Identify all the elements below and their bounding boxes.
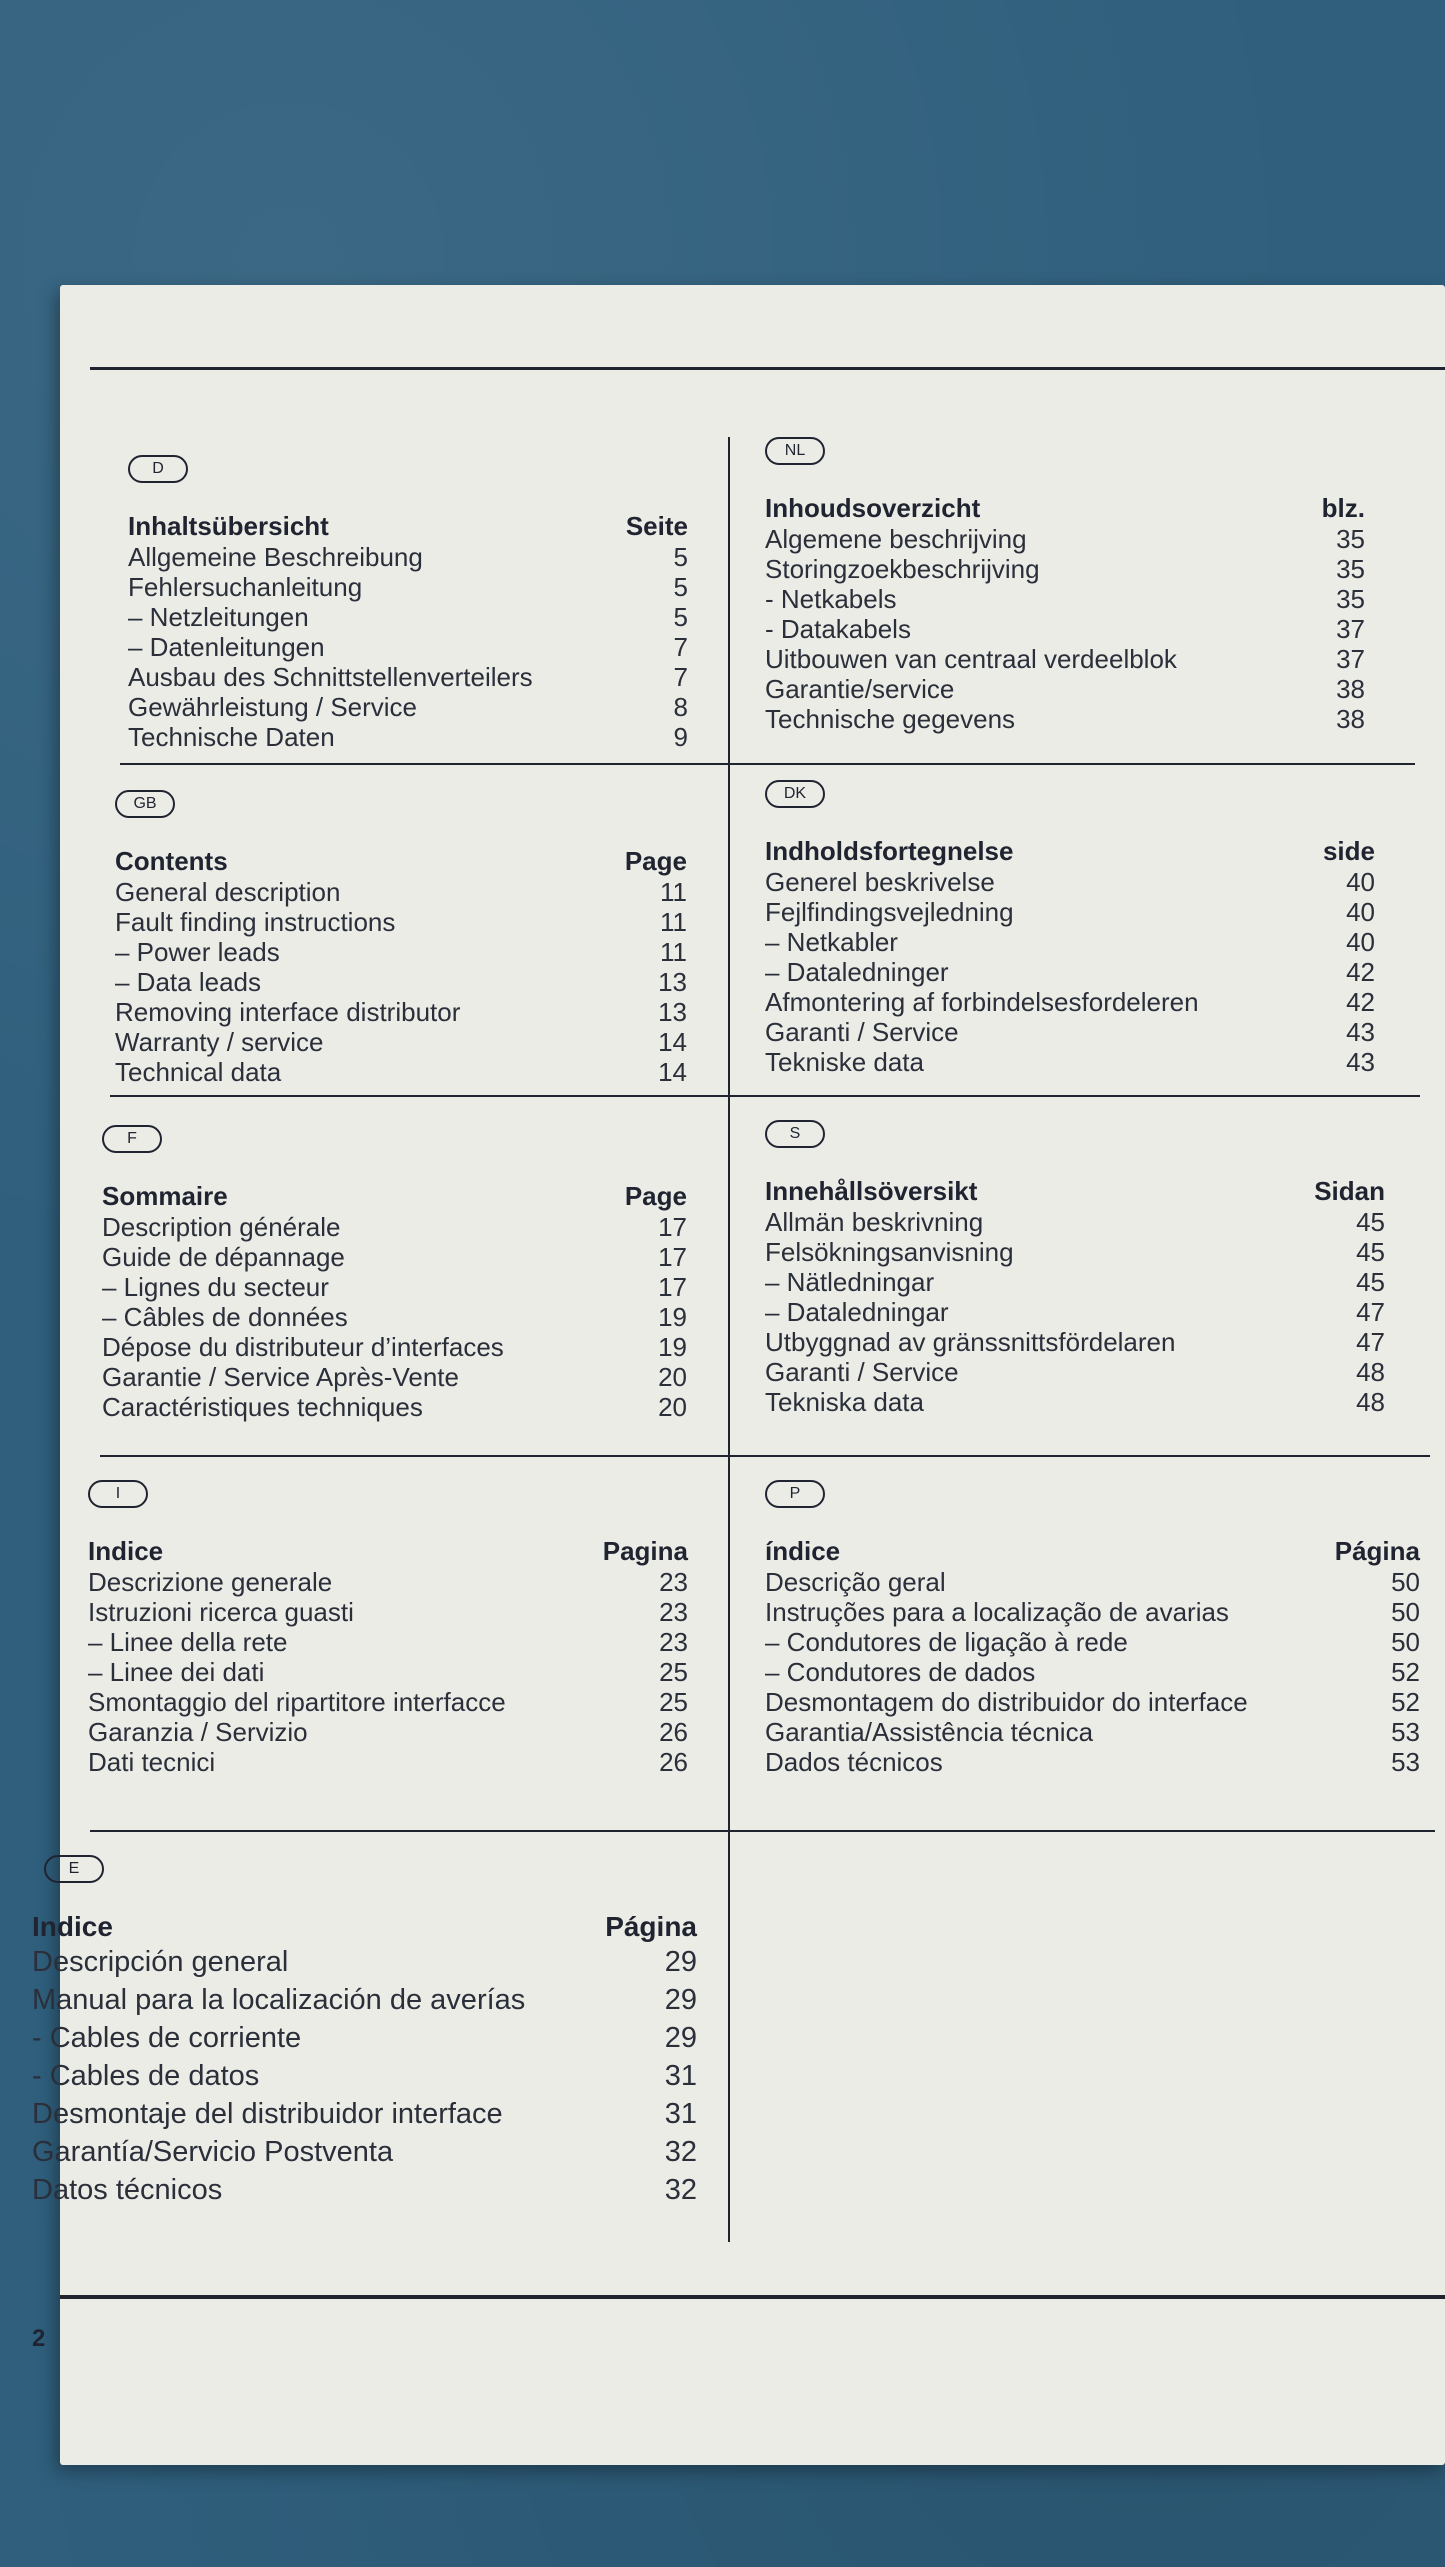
entry-list [88, 1567, 688, 1777]
entry-list [102, 1212, 687, 1422]
page-number: 2 [32, 2325, 46, 2352]
list-item: - Cables de datos 31 [32, 2060, 697, 2092]
page-column-header: Page [624, 1181, 687, 1211]
page-column-header: Pagina [602, 1536, 688, 1566]
section-title: Inhaltsübersicht [128, 511, 329, 541]
column-divider [728, 437, 730, 2242]
entry-list [765, 1207, 1385, 1417]
bottom-rule [60, 2295, 1445, 2299]
row-divider-4 [90, 1830, 1435, 1832]
section-title: Indice [32, 1911, 113, 1942]
section-title: Inhoudsoverzicht [765, 493, 981, 523]
list-item: Allgemeine Beschreibung 5 [128, 542, 688, 572]
section-p-header [765, 1536, 1420, 1567]
list-item: Algemene beschrijving 35 [765, 524, 1365, 554]
section-nl-header [765, 493, 1365, 524]
section-s-header [765, 1176, 1385, 1207]
list-item: Felsökningsanvisning 45 [765, 1237, 1385, 1267]
list-item: – Condutores de dados 52 [765, 1657, 1420, 1687]
list-item: Description générale 17 [102, 1212, 687, 1242]
list-item: Descripción general 29 [32, 1946, 697, 1978]
entry-list [32, 1943, 697, 2209]
list-item: Uitbouwen van centraal verdeelblok 37 [765, 644, 1365, 674]
list-item: Allmän beskrivning 45 [765, 1207, 1385, 1237]
list-item: Storingzoekbeschrijving 35 [765, 554, 1365, 584]
entry-list [765, 524, 1365, 734]
list-item: Tekniska data 48 [765, 1387, 1385, 1417]
section-nl [765, 437, 1365, 734]
page-column-header: Page [624, 846, 687, 876]
list-item: Tekniske data 43 [765, 1047, 1375, 1077]
page-column-header: Seite [625, 511, 688, 541]
section-gb [115, 790, 687, 1087]
section-e-header [32, 1911, 697, 1943]
section-title: Contents [115, 846, 228, 876]
list-item: Garanti / Service 43 [765, 1017, 1375, 1047]
section-d-header [128, 511, 688, 542]
list-item: Afmontering af forbindelsesfordeleren 42 [765, 987, 1375, 1017]
section-d [128, 455, 688, 752]
section-dk [765, 780, 1375, 1077]
list-item: – Nätledningar 45 [765, 1267, 1385, 1297]
list-item: – Netzleitungen 5 [128, 602, 688, 632]
entry-list [115, 877, 687, 1087]
list-item: Desmontaje del distribuidor interface 31 [32, 2098, 697, 2130]
list-item: – Linee dei dati 25 [88, 1657, 688, 1687]
section-e [32, 1855, 697, 2209]
list-item: Manual para la localización de averías 29 [32, 1984, 697, 2016]
list-item: Fault finding instructions 11 [115, 907, 687, 937]
language-badge-f: F [102, 1125, 162, 1153]
list-item: – Datenleitungen 7 [128, 632, 688, 662]
list-item: Technische Daten 9 [128, 722, 688, 752]
list-item: Fejlfindingsvejledning 40 [765, 897, 1375, 927]
list-item: Caractéristiques techniques 20 [102, 1392, 687, 1422]
language-badge-gb: GB [115, 790, 175, 818]
page-column-header: blz. [1321, 493, 1365, 523]
language-badge-d: D [128, 455, 188, 483]
entry-list [128, 542, 688, 752]
list-item: Garantia/Assistência técnica 53 [765, 1717, 1420, 1747]
list-item: Technische gegevens 38 [765, 704, 1365, 734]
list-item: Garantía/Servicio Postventa 32 [32, 2136, 697, 2168]
section-title: Indholdsfortegnelse [765, 836, 1014, 866]
list-item: – Condutores de ligação à rede 50 [765, 1627, 1420, 1657]
list-item: - Cables de corriente 29 [32, 2022, 697, 2054]
list-item: General description 11 [115, 877, 687, 907]
list-item: – Data leads 13 [115, 967, 687, 997]
section-f-header [102, 1181, 687, 1212]
list-item: – Dataledninger 42 [765, 957, 1375, 987]
list-item: – Lignes du secteur 17 [102, 1272, 687, 1302]
list-item: Instruções para a localização de avarias 50 [765, 1597, 1420, 1627]
list-item: Descrizione generale 23 [88, 1567, 688, 1597]
list-item: – Linee della rete 23 [88, 1627, 688, 1657]
list-item: Garantie/service 38 [765, 674, 1365, 704]
section-f [102, 1125, 687, 1422]
list-item: Guide de dépannage 17 [102, 1242, 687, 1272]
list-item: Datos técnicos 32 [32, 2174, 697, 2206]
list-item: Gewährleistung / Service 8 [128, 692, 688, 722]
list-item: Removing interface distributor 13 [115, 997, 687, 1027]
section-p [765, 1480, 1420, 1777]
page-column-header: side [1322, 836, 1375, 866]
page-column-header: Página [605, 1911, 697, 1942]
list-item: Garanti / Service 48 [765, 1357, 1385, 1387]
list-item: Garanzia / Servizio 26 [88, 1717, 688, 1747]
language-badge-e: E [44, 1855, 104, 1883]
list-item: - Datakabels 37 [765, 614, 1365, 644]
section-i-header [88, 1536, 688, 1567]
list-item: - Netkabels 35 [765, 584, 1365, 614]
list-item: – Dataledningar 47 [765, 1297, 1385, 1327]
section-title: Innehållsöversikt [765, 1176, 978, 1206]
list-item: Utbyggnad av gränssnittsfördelaren 47 [765, 1327, 1385, 1357]
list-item: – Câbles de données 19 [102, 1302, 687, 1332]
entry-list [765, 867, 1375, 1077]
list-item: Warranty / service 14 [115, 1027, 687, 1057]
list-item: Garantie / Service Après-Vente 20 [102, 1362, 687, 1392]
section-title: índice [765, 1536, 841, 1566]
list-item: Desmontagem do distribuidor do interface 52 [765, 1687, 1420, 1717]
list-item: – Netkabler 40 [765, 927, 1375, 957]
section-s [765, 1120, 1385, 1417]
list-item: Dati tecnici 26 [88, 1747, 688, 1777]
section-gb-header [115, 846, 687, 877]
row-divider-2 [110, 1095, 1420, 1097]
page-column-header: Página [1334, 1536, 1420, 1566]
list-item: Technical data 14 [115, 1057, 687, 1087]
language-badge-dk: DK [765, 780, 825, 808]
list-item: Descrição geral 50 [765, 1567, 1420, 1597]
top-rule [90, 367, 1445, 370]
language-badge-s: S [765, 1120, 825, 1148]
page-column-header: Sidan [1314, 1176, 1385, 1206]
entry-list [765, 1567, 1420, 1777]
list-item: Smontaggio del ripartitore interfacce 25 [88, 1687, 688, 1717]
language-badge-i: I [88, 1480, 148, 1508]
language-badge-p: P [765, 1480, 825, 1508]
list-item: Istruzioni ricerca guasti 23 [88, 1597, 688, 1627]
list-item: Ausbau des Schnittstellenverteilers 7 [128, 662, 688, 692]
list-item: Fehlersuchanleitung 5 [128, 572, 688, 602]
manual-page [32, 285, 1445, 2465]
list-item: Dépose du distributeur d’interfaces 19 [102, 1332, 687, 1362]
section-title: Indice [88, 1536, 164, 1566]
section-dk-header [765, 836, 1375, 867]
list-item: Dados técnicos 53 [765, 1747, 1420, 1777]
list-item: – Power leads 11 [115, 937, 687, 967]
section-i [88, 1480, 688, 1777]
row-divider-3 [100, 1455, 1430, 1457]
list-item: Generel beskrivelse 40 [765, 867, 1375, 897]
language-badge-nl: NL [765, 437, 825, 465]
row-divider-1 [120, 763, 1415, 765]
section-title: Sommaire [102, 1181, 228, 1211]
